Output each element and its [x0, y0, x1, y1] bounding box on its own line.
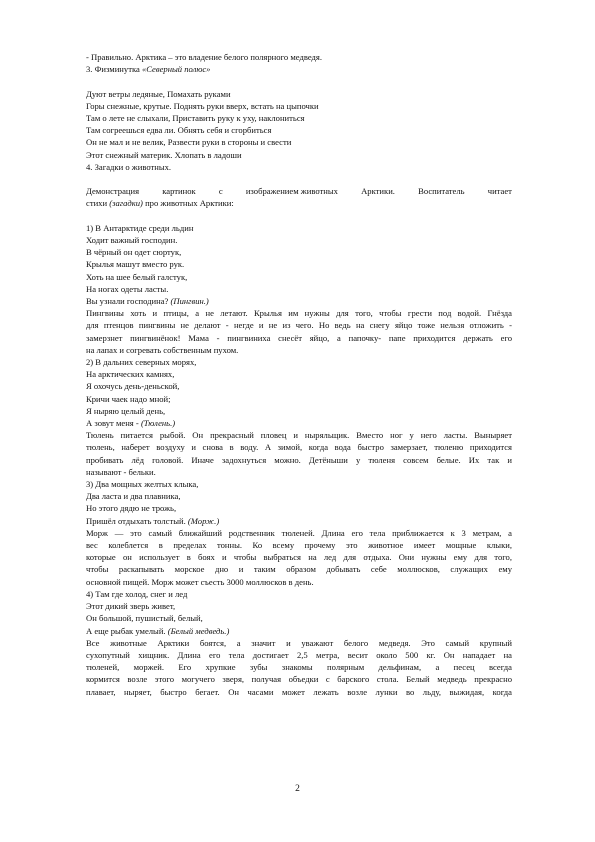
riddle-explanation-line: тюлень, наберет воздуху и снова в воду. А зимой, когда вода быстро замерзает, тюленю приходится [86, 442, 512, 453]
riddle-answer: (Морж.) [187, 515, 220, 526]
heading-warmup [86, 63, 512, 75]
riddle-explanation-line: Тюлень питается рыбой. Он прекрасный пловец и ныряльщик. Вместо ног у него ласты. Выныряет [86, 430, 512, 441]
riddle-explanation-line: Морж — это самый ближайший родственник тюленей. Длина его тела приближается к 3 метрам, а [86, 527, 512, 538]
poem-line: Там согреешься едва ли. Обнять себя и сгорбиться [86, 125, 272, 136]
riddle-answer: (Белый медведь.) [167, 625, 230, 636]
riddle-explanation-line: на лапах и согревать собственным пухом. [86, 344, 239, 355]
demo-word: с [218, 186, 223, 197]
riddle-line: Крылья машут вместо рук. [86, 259, 185, 270]
riddle-explanation-line: пробивать лёд головой. Иначе задохнуться можно. Детёныши у тюленя совсем белые. Их так и [86, 454, 512, 465]
riddle-4 [86, 588, 512, 698]
riddle-line: Но этого дядю не трожь, [86, 503, 177, 514]
riddle-explanation-line: называют - бельки. [86, 466, 156, 477]
poem-line: Этот снежный материк. Хлопать в ладоши [86, 149, 242, 160]
riddle-2 [86, 356, 512, 478]
riddle-explanation-line: основной пищей. Морж может съесть 3000 моллюсков в день. [86, 576, 314, 587]
riddle-explanation-line: Пингвины хоть и птицы, а не летают. Крылья им нужны для того, чтобы грести под водой. Гнёзда [86, 308, 512, 319]
riddle-line [86, 625, 512, 637]
poem-line: Горы снежные, крутые. Поднять руки вверх, встать на цыпочки [86, 100, 319, 111]
riddle-line: Два ласта и два плавника, [86, 491, 181, 502]
page-content [86, 51, 512, 698]
riddle-line: 1) В Антарктиде среди льдин [86, 222, 194, 233]
riddle-explanation-line: кормится возле этого могучего зверя, получая объедки с барского стола. Белый медведь прекрасно [86, 674, 512, 685]
riddle-explanation-line: замерзнет пингвинёнок! Мама - пингвиниха снесёт яйцо, а папочку- папе приходится держать его [86, 332, 512, 343]
riddle-line: 4) Там где холод, снег и лед [86, 588, 188, 599]
riddle-line: Он большой, пушистый, белый, [86, 613, 203, 624]
page-number: 2 [295, 784, 300, 794]
riddle-explanation-line: для птенцов пингвины не делают - негде и не из чего. Но ведь на снегу яйцо тоже нельзя отложить - [86, 320, 512, 331]
heading-riddles: 4. Загадки о животных. [86, 161, 172, 172]
riddle-line [86, 417, 512, 429]
riddle-line: 2) В дальних северных морях, [86, 357, 197, 368]
riddle-answer: (Пингвин.) [170, 296, 209, 307]
heading-warmup-label: 3. Физминутка [86, 64, 140, 75]
riddle-line: В чёрный он одет сюртук, [86, 247, 182, 258]
riddle-line: Ходит важный господин. [86, 235, 178, 245]
demo-word: изображением животных [245, 186, 338, 197]
riddle-explanation-line: плавает, ныряет, быстро бегает. Он часами может лежать возле лунки во льду, выжидая, когда [86, 686, 512, 697]
heading-warmup-title: «Северный полюс» [141, 64, 211, 75]
demo-text: стихи [86, 198, 108, 209]
riddle-explanation-line: чтобы раскапывать морское дно и таким образом добывать себе моллюсков, служащих ему [86, 564, 512, 575]
riddle-explanation-line: вес колеблется в пределах тонны. Ко всему прочему это животное имеет мощные клыки, [86, 540, 512, 551]
riddle-question: Вы узнали господина? [86, 296, 169, 307]
warmup-poem [86, 88, 512, 161]
riddle-explanation-line: сухопутный хищник. Длина его тела достигает 2,5 метра, весит около 500 кг. Он нападает на [86, 649, 512, 660]
demo-word: Демонстрация [86, 186, 140, 197]
riddle-question: А еще рыбак умелый. [86, 625, 166, 636]
demo-word: Арктики. [361, 186, 395, 197]
riddle-line: На арктических камнях, [86, 369, 175, 380]
riddle-line: Хоть на шее белый галстук, [86, 271, 188, 282]
riddle-1 [86, 222, 512, 356]
riddle-line [86, 515, 512, 527]
riddle-line [86, 295, 512, 307]
riddle-line: 3) Два мощных желтых клыка, [86, 479, 199, 490]
riddle-explanation-line: которые он использует в боях и чтобы выбраться на лед для отдыха. Они нужны ему для того, [86, 552, 512, 563]
riddle-answer: (Тюлень.) [140, 418, 176, 429]
demo-word: картинок [162, 186, 196, 197]
riddle-line: На ногах одеты ласты. [86, 283, 169, 294]
riddle-line: Я охочусь день-деньской, [86, 381, 180, 392]
demo-line-2 [86, 197, 512, 209]
paragraph-intro: - Правильно. Арктика – это владение белого полярного медведя. [86, 52, 323, 62]
poem-line: Там о лете не слыхали, Приставить руку к уху, наклониться [86, 113, 305, 123]
riddle-line: Кричи чаек надо мной; [86, 393, 171, 404]
riddle-question: Пришёл отдыхать толстый. [86, 515, 186, 526]
riddle-question: А зовут меня - [86, 418, 139, 429]
riddle-line: Этот дикий зверь живет, [86, 601, 176, 612]
demo-word: читает [487, 186, 512, 197]
riddle-explanation-line: Все животные Арктики боятся, а значит и уважают белого медведя. Это самый крупный [86, 637, 512, 648]
riddle-line: Я ныряю целый день, [86, 405, 166, 416]
poem-line: Он не мал и не велик, Развести руки в стороны и свести [86, 137, 292, 148]
demo-line-1 [86, 185, 512, 197]
demo-riddles-italic: (загадки) [109, 198, 143, 209]
riddle-explanation-line: тюленей, моржей. Его хрупкие зубы знакомы полярным дельфинам, а песец всегда [86, 662, 512, 673]
demo-text: про животных Арктики: [145, 198, 234, 209]
riddle-3 [86, 478, 512, 588]
demo-word: Воспитатель [418, 186, 465, 197]
poem-line: Дуют ветры ледяные, Помахать руками [86, 88, 231, 99]
